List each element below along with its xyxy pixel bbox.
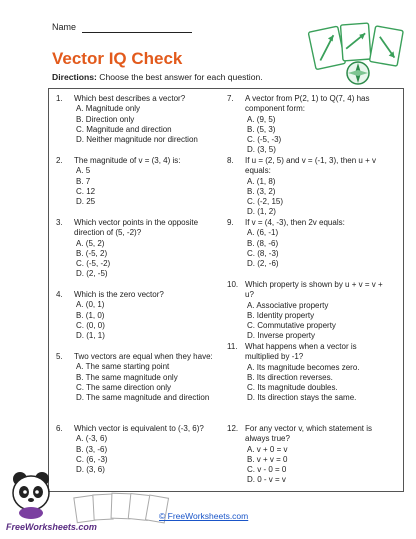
answer-option[interactable]: C. (-5, -3) xyxy=(247,135,282,145)
question-number: 4. xyxy=(56,290,63,299)
question-stem xyxy=(56,94,221,104)
question-stem xyxy=(227,94,392,115)
directions-label: Directions: xyxy=(52,72,97,82)
question-stem xyxy=(227,342,392,363)
answer-option[interactable]: C. (-2, 15) xyxy=(247,197,284,207)
answer-option[interactable]: D. The same magnitude and direction xyxy=(76,393,210,403)
answer-option[interactable]: B. (3, 2) xyxy=(247,186,276,196)
vector-cards-illustration xyxy=(306,18,406,88)
answer-option[interactable]: D. 0 - v = v xyxy=(247,475,286,485)
answer-option[interactable]: A. Associative property xyxy=(247,300,329,310)
answer-option[interactable]: D. Its direction stays the same. xyxy=(247,393,357,403)
question-number: 5. xyxy=(56,352,63,361)
question-text: Which is the zero vector? xyxy=(74,290,164,299)
answer-option[interactable]: C. Its magnitude doubles. xyxy=(247,383,338,393)
question-text: If v = (4, -3), then 2v equals: xyxy=(245,218,345,227)
question-item xyxy=(227,156,392,218)
question-text: Which vector points in the opposite direction of (5, -2)? xyxy=(74,218,199,238)
answer-option[interactable]: B. Its direction reverses. xyxy=(247,372,333,382)
footer-link[interactable]: © FreeWorksheets.com xyxy=(159,511,249,521)
answer-option[interactable]: C. v - 0 = 0 xyxy=(247,465,287,475)
answer-option[interactable]: B. v + v = 0 xyxy=(247,454,288,464)
question-text: The magnitude of v = (3, 4) is: xyxy=(74,156,181,165)
answer-option[interactable]: D. (2, -6) xyxy=(247,259,279,269)
panda-icon xyxy=(13,472,49,519)
answer-option[interactable]: B. Identity property xyxy=(247,310,315,320)
answer-option[interactable]: C. The same direction only xyxy=(76,382,172,392)
answer-option[interactable]: C. Magnitude and direction xyxy=(76,124,172,134)
question-item xyxy=(56,290,221,341)
question-item xyxy=(227,94,392,156)
question-number: 1. xyxy=(56,94,63,103)
answer-option[interactable]: D. 25 xyxy=(76,197,96,207)
question-item xyxy=(56,94,221,145)
question-text: A vector from P(2, 1) to Q(7, 4) has component form: xyxy=(245,94,370,114)
question-stem xyxy=(56,290,221,300)
question-number: 3. xyxy=(56,218,63,227)
answer-option[interactable]: B. (-5, 2) xyxy=(76,248,108,258)
question-item xyxy=(227,280,392,342)
answer-option[interactable]: B. The same magnitude only xyxy=(76,372,178,382)
answer-option[interactable]: A. (1, 8) xyxy=(247,176,276,186)
question-stem xyxy=(227,280,392,301)
name-line xyxy=(82,32,192,33)
question-item xyxy=(227,218,392,269)
answer-option[interactable]: D. Inverse property xyxy=(247,331,316,341)
question-stem xyxy=(227,424,392,445)
answer-option[interactable]: C. 12 xyxy=(76,186,96,196)
question-item xyxy=(56,218,221,280)
question-number: 10. xyxy=(227,280,239,289)
answer-option[interactable]: A. Magnitude only xyxy=(76,104,141,114)
answer-option[interactable]: C. (0, 0) xyxy=(76,320,105,330)
question-number: 8. xyxy=(227,156,234,165)
answer-option[interactable]: B. (1, 0) xyxy=(76,310,105,320)
question-stem xyxy=(56,156,221,166)
question-stem xyxy=(56,424,221,434)
question-text: Two vectors are equal when they have: xyxy=(74,352,213,361)
logo-text: FreeWorksheets.com xyxy=(6,522,97,532)
question-item xyxy=(56,156,221,207)
answer-option[interactable]: A. Its magnitude becomes zero. xyxy=(247,362,360,372)
card-icon xyxy=(369,26,403,66)
answer-option[interactable]: A. 5 xyxy=(76,166,91,176)
answer-option[interactable]: D. (3, 6) xyxy=(76,465,105,475)
answer-option[interactable]: C. Commutative property xyxy=(247,321,336,331)
answer-option[interactable]: A. (0, 1) xyxy=(76,300,105,310)
question-number: 11. xyxy=(227,342,238,351)
answer-option[interactable]: B. 7 xyxy=(76,176,91,186)
answer-option[interactable]: B. (8, -6) xyxy=(247,238,279,248)
card-icon xyxy=(308,26,345,69)
question-text: Which vector is equivalent to (-3, 6)? xyxy=(74,424,204,433)
question-number: 7. xyxy=(227,94,234,103)
question-text: Which best describes a vector? xyxy=(74,94,186,103)
answer-option[interactable]: A. (-3, 6) xyxy=(76,434,108,444)
answer-option[interactable]: C. (-5, -2) xyxy=(76,259,111,269)
answer-option[interactable]: A. The same starting point xyxy=(76,362,170,372)
worksheet-thumbnails xyxy=(75,492,170,520)
answer-option[interactable]: D. (1, 1) xyxy=(76,331,105,341)
answer-option[interactable]: C. (6, -3) xyxy=(76,454,108,464)
question-stem xyxy=(227,218,392,228)
question-text: For any vector v, which statement is always true? xyxy=(245,424,373,444)
question-stem xyxy=(56,218,221,239)
answer-option[interactable]: C. (8, -3) xyxy=(247,248,279,258)
question-text: If u = (2, 5) and v = (-1, 3), then u + v equals: xyxy=(245,156,376,176)
answer-option[interactable]: A. (5, 2) xyxy=(76,238,105,248)
question-number: 6. xyxy=(56,424,63,433)
answer-option[interactable]: B. Direction only xyxy=(76,114,135,124)
answer-option[interactable]: D. Neither magnitude nor direction xyxy=(76,135,198,145)
question-text: Which property is shown by u + v = v + u? xyxy=(245,280,383,300)
question-stem xyxy=(227,156,392,177)
question-text: What happens when a vector is multiplied by -1? xyxy=(245,342,357,362)
question-stem xyxy=(56,352,221,362)
question-item xyxy=(227,342,392,404)
directions xyxy=(52,72,263,82)
directions-text: Choose the best answer for each question. xyxy=(96,72,263,82)
answer-option[interactable]: B. (5, 3) xyxy=(247,124,276,134)
question-item xyxy=(56,352,221,403)
page-title: Vector IQ Check xyxy=(52,49,183,68)
card-icon xyxy=(340,23,370,61)
answer-option[interactable]: D. (3, 5) xyxy=(247,145,276,155)
name-label: Name xyxy=(52,22,77,32)
answer-option[interactable]: D. (2, -5) xyxy=(76,269,108,279)
question-number: 9. xyxy=(227,218,234,227)
answer-option[interactable]: B. (3, -6) xyxy=(76,444,108,454)
answer-option[interactable]: A. (6, -1) xyxy=(247,228,279,238)
answer-option[interactable]: A. v + 0 = v xyxy=(247,444,288,454)
question-number: 2. xyxy=(56,156,63,165)
answer-option[interactable]: A. (9, 5) xyxy=(247,114,276,124)
compass-icon xyxy=(347,62,369,84)
answer-option[interactable]: D. (1, 2) xyxy=(247,207,276,217)
question-item xyxy=(227,424,392,486)
question-number: 12. xyxy=(227,424,239,433)
